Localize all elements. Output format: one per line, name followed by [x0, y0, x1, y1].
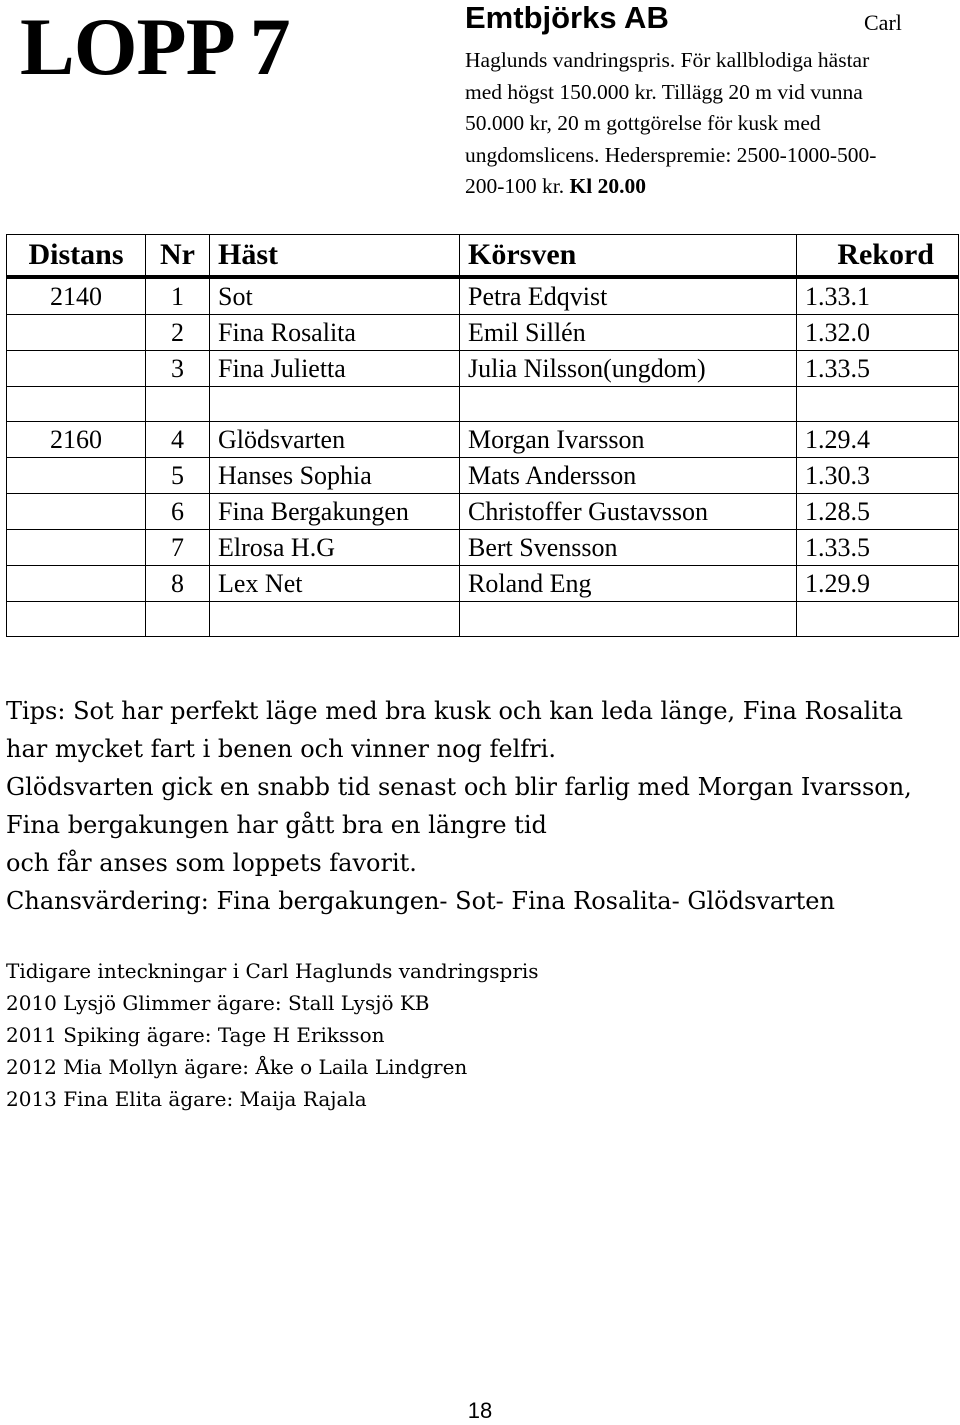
sponsor-extra: Carl	[864, 10, 902, 35]
page-number: 18	[467, 1398, 493, 1423]
cell-horse: Fina Rosalita	[210, 315, 460, 351]
cell-driver: Petra Edqvist	[460, 277, 797, 315]
history-entry: 2012 Mia Mollyn ägare: Åke o Laila Lindgren	[6, 1055, 468, 1079]
tips-line: och får anses som loppets favorit.	[6, 849, 417, 877]
cell-record: 1.30.3	[797, 458, 959, 494]
history-title: Tidigare inteckningar i Carl Haglunds vandringspris	[6, 959, 539, 983]
prize-description	[465, 45, 935, 203]
prize-line-last	[465, 171, 935, 203]
cell-distance	[7, 387, 146, 422]
cell-horse: Glödsvarten	[210, 422, 460, 458]
cell-distance	[7, 458, 146, 494]
prize-line: med högst 150.000 kr. Tillägg 20 m vid vunna	[465, 79, 863, 104]
cell-record: 1.29.4	[797, 422, 959, 458]
cell-distance	[7, 566, 146, 602]
tips-line: Glödsvarten gick en snabb tid senast och blir farlig med Morgan Ivarsson,	[6, 773, 912, 801]
tips-line: Fina bergakungen har gått bra en längre tid	[6, 811, 547, 839]
cell-distance	[7, 530, 146, 566]
cell-driver: Bert Svensson	[460, 530, 797, 566]
cell-nr: 1	[146, 277, 210, 315]
tips-line: Chansvärdering: Fina bergakungen- Sot- Fina Rosalita- Glödsvarten	[6, 887, 835, 915]
cell-nr	[146, 602, 210, 637]
cell-horse: Fina Julietta	[210, 351, 460, 387]
cell-nr	[146, 387, 210, 422]
prize-line: ungdomslicens. Hederspremie: 2500-1000-500-	[465, 142, 877, 167]
tips-line: Tips: Sot har perfekt läge med bra kusk och kan leda länge, Fina Rosalita	[6, 697, 903, 725]
cell-horse	[210, 387, 460, 422]
table-row	[7, 351, 959, 387]
history-entry: 2011 Spiking ägare: Tage H Eriksson	[6, 1023, 385, 1047]
cell-record	[797, 602, 959, 637]
header-driver: Körsven	[460, 235, 797, 278]
header-distance: Distans	[7, 235, 146, 278]
cell-record	[797, 387, 959, 422]
cell-nr: 7	[146, 530, 210, 566]
cell-distance	[7, 315, 146, 351]
history-section	[6, 955, 946, 1115]
prize-line: Haglunds vandringspris. För kallblodiga hästar	[465, 48, 870, 72]
cell-distance	[7, 602, 146, 637]
cell-record: 1.33.5	[797, 530, 959, 566]
table-row-blank	[7, 387, 959, 422]
starters-table	[6, 234, 959, 637]
sponsor-name: Emtbjörks AB	[465, 0, 669, 35]
cell-record: 1.32.0	[797, 315, 959, 351]
cell-record: 1.28.5	[797, 494, 959, 530]
table-row	[7, 422, 959, 458]
table-row-blank	[7, 602, 959, 637]
table-row	[7, 458, 959, 494]
history-entry: 2010 Lysjö Glimmer ägare: Stall Lysjö KB	[6, 991, 430, 1015]
cell-nr: 5	[146, 458, 210, 494]
cell-horse: Hanses Sophia	[210, 458, 460, 494]
cell-horse: Sot	[210, 277, 460, 315]
cell-horse: Fina Bergakungen	[210, 494, 460, 530]
tips-section	[6, 692, 956, 920]
prize-amounts: 200-100 kr.	[465, 174, 570, 198]
cell-nr: 6	[146, 494, 210, 530]
cell-distance	[7, 494, 146, 530]
table-row	[7, 315, 959, 351]
cell-driver: Julia Nilsson(ungdom)	[460, 351, 797, 387]
table-row	[7, 494, 959, 530]
cell-distance: 2140	[7, 277, 146, 315]
cell-driver: Roland Eng	[460, 566, 797, 602]
cell-driver: Morgan Ivarsson	[460, 422, 797, 458]
cell-driver: Mats Andersson	[460, 458, 797, 494]
race-number: LOPP 7	[20, 1, 290, 92]
history-entry: 2013 Fina Elita ägare: Maija Rajala	[6, 1087, 367, 1111]
tips-line: har mycket fart i benen och vinner nog felfri.	[6, 735, 556, 763]
cell-horse: Elrosa H.G	[210, 530, 460, 566]
table-header-row	[7, 235, 959, 278]
cell-record: 1.33.1	[797, 277, 959, 315]
start-time: Kl 20.00	[569, 174, 646, 198]
prize-line: 50.000 kr, 20 m gottgörelse för kusk med	[465, 111, 821, 135]
cell-record: 1.33.5	[797, 351, 959, 387]
table-row	[7, 277, 959, 315]
cell-distance: 2160	[7, 422, 146, 458]
cell-horse: Lex Net	[210, 566, 460, 602]
cell-driver	[460, 387, 797, 422]
header-nr: Nr	[146, 235, 210, 278]
cell-driver: Christoffer Gustavsson	[460, 494, 797, 530]
table-row	[7, 530, 959, 566]
cell-horse	[210, 602, 460, 637]
header-record: Rekord	[797, 235, 959, 278]
cell-nr: 8	[146, 566, 210, 602]
cell-nr: 3	[146, 351, 210, 387]
header-horse: Häst	[210, 235, 460, 278]
cell-nr: 2	[146, 315, 210, 351]
cell-driver	[460, 602, 797, 637]
cell-nr: 4	[146, 422, 210, 458]
cell-driver: Emil Sillén	[460, 315, 797, 351]
table-row	[7, 566, 959, 602]
cell-distance	[7, 351, 146, 387]
cell-record: 1.29.9	[797, 566, 959, 602]
